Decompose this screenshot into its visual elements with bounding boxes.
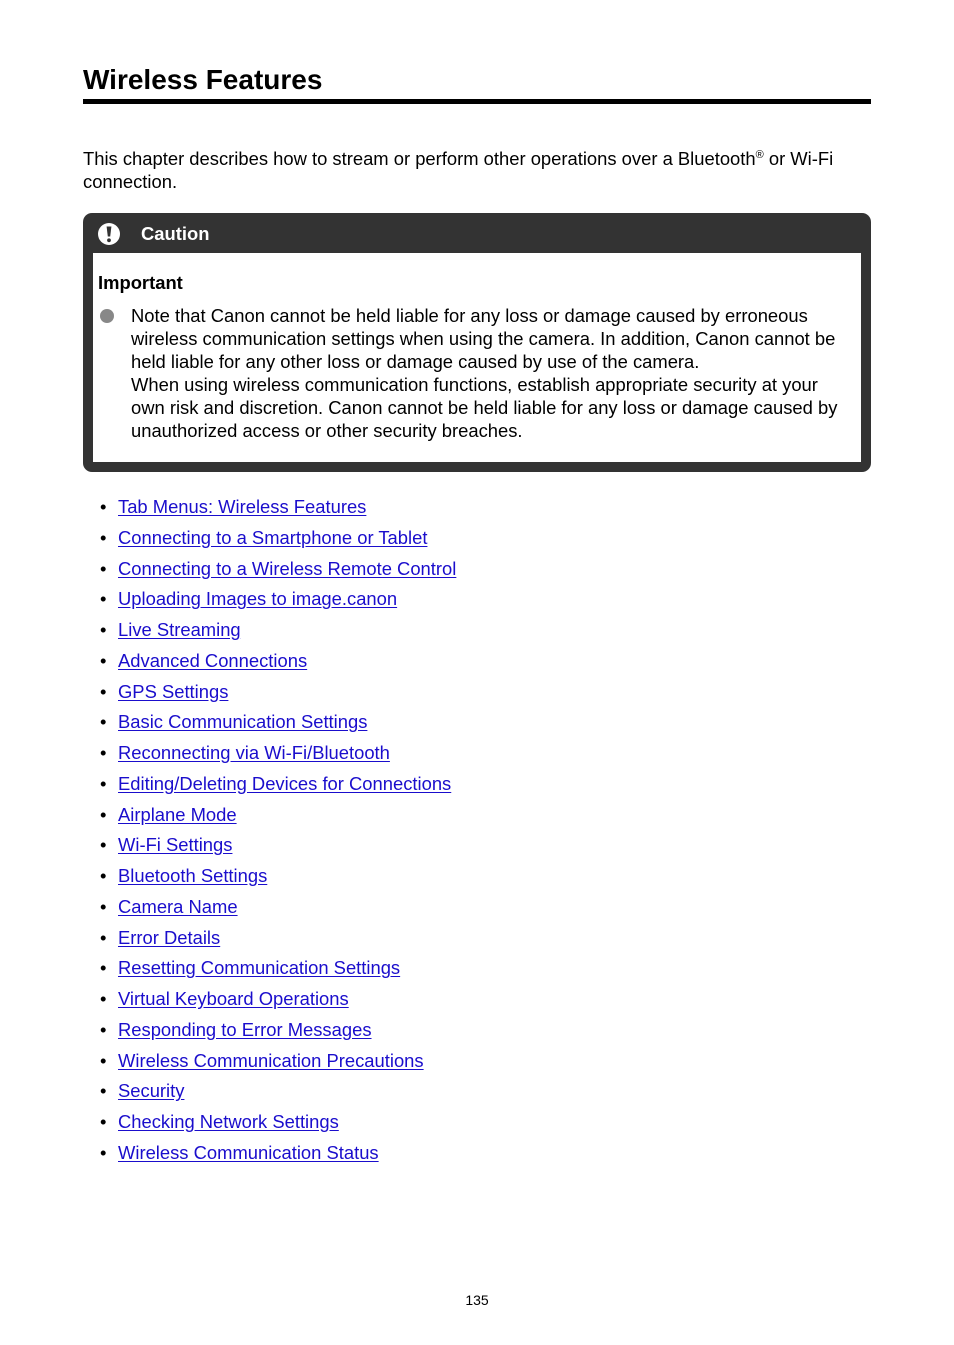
list-item <box>100 646 456 677</box>
intro-text: This chapter describes how to stream or perform other operations over a Bluetooth <box>83 148 756 169</box>
link-reconnecting[interactable]: Reconnecting via Wi-Fi/Bluetooth <box>118 742 390 763</box>
bullet-icon: • <box>100 865 107 886</box>
bullet-icon: • <box>100 526 107 548</box>
bullet-icon: • <box>100 926 107 948</box>
link-gps-settings[interactable]: GPS Settings <box>118 680 229 702</box>
bullet-icon: • <box>100 1018 107 1040</box>
link-error-details[interactable]: Error Details <box>118 926 221 948</box>
link-bluetooth-settings[interactable]: Bluetooth Settings <box>118 865 268 886</box>
caution-body <box>93 253 861 462</box>
list-item <box>100 1076 456 1107</box>
bullet-icon: • <box>100 772 107 794</box>
link-tab-menus-wireless-features[interactable]: Tab Menus: Wireless Features <box>118 496 367 517</box>
link-responding-error-messages[interactable]: Responding to Error Messages <box>118 1018 372 1040</box>
caution-note-line: Note that Canon cannot be held liable for any loss or damage caused by erroneous wireless communication settings when using the camera. In addition, Canon cannot be held liable for any other loss or damage caused by use of the camera. <box>131 305 836 372</box>
link-advanced-connections[interactable]: Advanced Connections <box>118 649 308 671</box>
page-title: Wireless Features <box>83 64 323 95</box>
link-live-streaming[interactable]: Live Streaming <box>118 619 241 640</box>
bullet-icon: • <box>100 957 107 979</box>
link-wireless-communication-precautions[interactable]: Wireless Communication Precautions <box>118 1049 424 1071</box>
bullet-icon: • <box>100 557 107 579</box>
link-virtual-keyboard-operations[interactable]: Virtual Keyboard Operations <box>118 988 349 1009</box>
link-checking-network-settings[interactable]: Checking Network Settings <box>118 1111 339 1132</box>
list-item <box>100 1046 456 1077</box>
list-item <box>100 923 456 954</box>
bullet-icon: • <box>100 496 107 517</box>
link-editing-deleting-devices[interactable]: Editing/Deleting Devices for Connections <box>118 772 452 794</box>
bullet-icon: • <box>100 834 107 856</box>
bullet-icon: • <box>100 895 107 917</box>
link-wireless-communication-status[interactable]: Wireless Communication Status <box>118 1141 379 1163</box>
bullet-icon: • <box>100 988 107 1009</box>
link-security[interactable]: Security <box>118 1080 185 1102</box>
list-item <box>100 707 456 738</box>
bullet-icon: • <box>100 803 107 825</box>
list-item <box>100 800 456 831</box>
list-item <box>100 492 456 523</box>
caution-note <box>131 304 853 442</box>
bullet-icon: • <box>100 1111 107 1132</box>
bullet-icon: • <box>100 588 107 610</box>
list-item <box>100 769 456 800</box>
bullet-icon: • <box>100 1080 107 1102</box>
list-item <box>100 984 456 1015</box>
list-item <box>100 1138 456 1169</box>
list-item <box>100 523 456 554</box>
intro-text-end: or Wi-Fi connection. <box>83 148 834 192</box>
link-camera-name[interactable]: Camera Name <box>118 895 238 917</box>
caution-header <box>83 213 871 253</box>
intro-paragraph <box>83 147 873 193</box>
list-item <box>100 738 456 769</box>
registered-mark: ® <box>755 149 764 161</box>
title-underline-rule <box>83 99 871 104</box>
link-connecting-smartphone-tablet[interactable]: Connecting to a Smartphone or Tablet <box>118 526 428 548</box>
bullet-icon: • <box>100 742 107 763</box>
page-number: 135 <box>465 1292 489 1308</box>
list-item <box>100 953 456 984</box>
list-item <box>100 861 456 892</box>
caution-exclamation-icon <box>97 222 121 246</box>
list-item <box>100 1107 456 1138</box>
bullet-icon: • <box>100 1141 107 1163</box>
list-item <box>100 677 456 708</box>
bullet-icon: • <box>100 1049 107 1071</box>
caution-label: Caution <box>141 223 210 244</box>
link-connecting-wireless-remote[interactable]: Connecting to a Wireless Remote Control <box>118 557 457 579</box>
link-airplane-mode[interactable]: Airplane Mode <box>118 803 237 825</box>
list-item <box>100 1015 456 1046</box>
link-resetting-communication-settings[interactable]: Resetting Communication Settings <box>118 957 401 979</box>
link-wifi-settings[interactable]: Wi-Fi Settings <box>118 834 233 856</box>
list-item <box>100 830 456 861</box>
list-item <box>100 892 456 923</box>
important-heading: Important <box>98 272 183 293</box>
bullet-icon: • <box>100 680 107 702</box>
link-uploading-images[interactable]: Uploading Images to image.canon <box>118 588 398 610</box>
bullet-icon: • <box>100 619 107 640</box>
chapter-links-list <box>100 492 456 1169</box>
caution-note-line: When using wireless communication functions, establish appropriate security at your own risk and discretion. Canon cannot be held liable for any loss or damage caused by unauthorized access or other security breaches. <box>131 374 838 441</box>
gray-bullet-icon <box>100 309 114 323</box>
list-item <box>100 615 456 646</box>
caution-box <box>83 213 871 472</box>
list-item <box>100 584 456 615</box>
bullet-icon: • <box>100 649 107 671</box>
list-item <box>100 554 456 585</box>
link-basic-communication-settings[interactable]: Basic Communication Settings <box>118 711 368 733</box>
bullet-icon: • <box>100 711 107 733</box>
